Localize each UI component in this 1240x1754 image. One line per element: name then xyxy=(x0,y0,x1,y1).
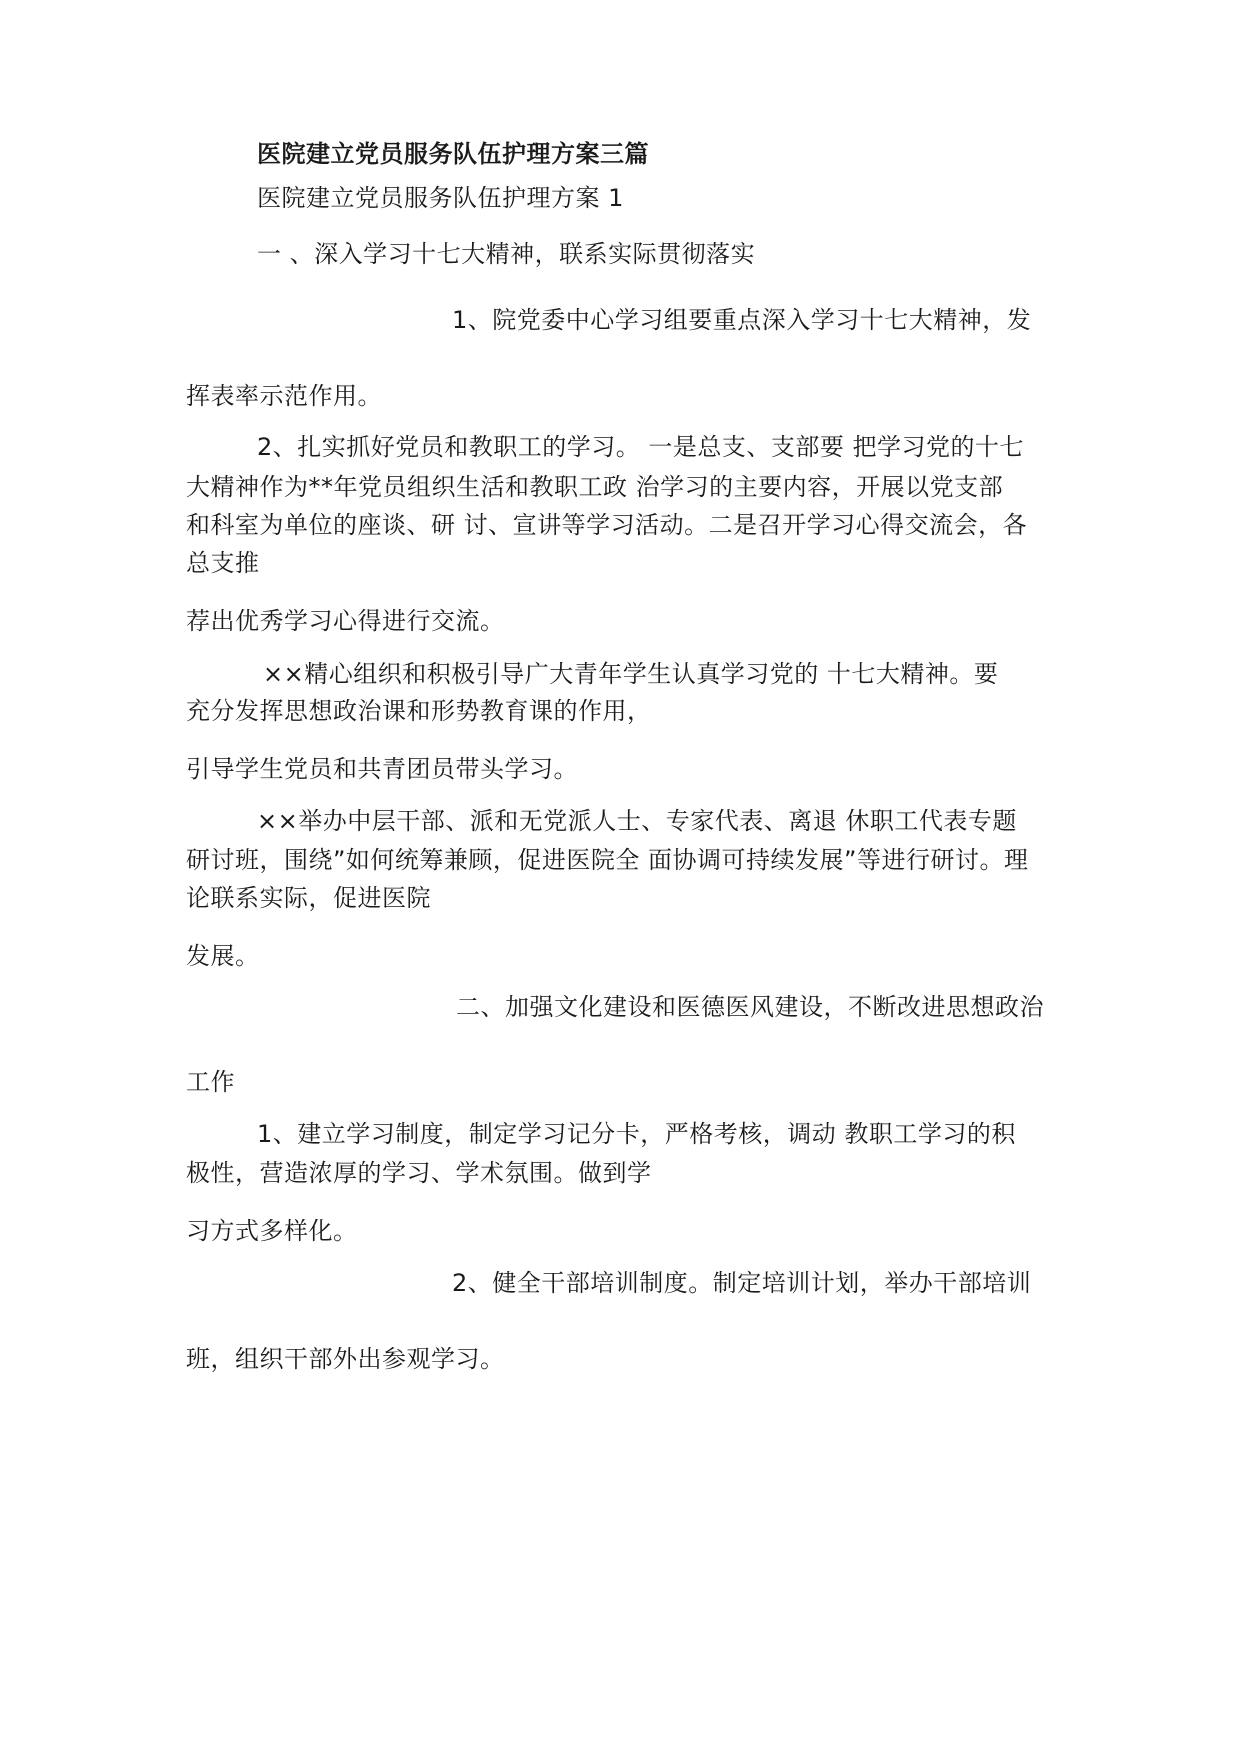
item4-line4: 发展。 xyxy=(186,942,260,970)
item2-line4: 总支推 xyxy=(186,549,260,577)
section-heading-2-line2: 工作 xyxy=(186,1068,235,1096)
item6-line2: 班，组织干部外出参观学习。 xyxy=(186,1345,505,1373)
item2-line3: 和科室为单位的座谈、研 讨、宣讲等学习活动。二是召开学习心得交流会，各 xyxy=(186,511,1028,539)
document-title: 医院建立党员服务队伍护理方案三篇 xyxy=(257,140,649,168)
item3-line3: 引导学生党员和共青团员带头学习。 xyxy=(186,755,578,783)
item5-line1: 1、建立学习制度，制定学习记分卡，严格考核，调动 教职工学习的积 xyxy=(257,1120,1016,1148)
item4-line1: ××举办中层干部、派和无党派人士、专家代表、离退 休职工代表专题 xyxy=(257,807,1017,835)
item5-line3: 习方式多样化。 xyxy=(186,1217,358,1245)
item5-line2: 极性，营造浓厚的学习、学术氛围。做到学 xyxy=(186,1159,652,1187)
item3-line1: ××精心组织和积极引导广大青年学生认真学习党的 十七大精神。要 xyxy=(263,660,999,688)
item1-line1: 1、院党委中心学习组要重点深入学习十七大精神，发 xyxy=(452,306,1032,334)
item2-line2: 大精神作为**年党员组织生活和教职工政 治学习的主要内容，开展以党支部 xyxy=(186,473,1004,501)
item4-line3: 论联系实际，促进医院 xyxy=(186,884,431,912)
item2-line1: 2、扎实抓好党员和教职工的学习。 一是总支、支部要 把学习党的十七 xyxy=(257,433,1025,461)
document-subtitle: 医院建立党员服务队伍护理方案 1 xyxy=(257,184,624,212)
section-heading-2-line1: 二、加强文化建设和医德医风建设，不断改进思想政治 xyxy=(456,993,1044,1021)
section-heading-1: 一 、深入学习十七大精神，联系实际贯彻落实 xyxy=(257,240,756,268)
item2-line5: 荐出优秀学习心得进行交流。 xyxy=(186,607,505,635)
item3-line2: 充分发挥思想政治课和形势教育课的作用， xyxy=(186,697,652,725)
item4-line2: 研讨班，围绕”如何统筹兼顾，促进医院全 面协调可持续发展”等进行研讨。理 xyxy=(186,846,1029,874)
item6-line1: 2、健全干部培训制度。制定培训计划，举办干部培训 xyxy=(452,1269,1032,1297)
item1-line2: 挥表率示范作用。 xyxy=(186,382,382,410)
